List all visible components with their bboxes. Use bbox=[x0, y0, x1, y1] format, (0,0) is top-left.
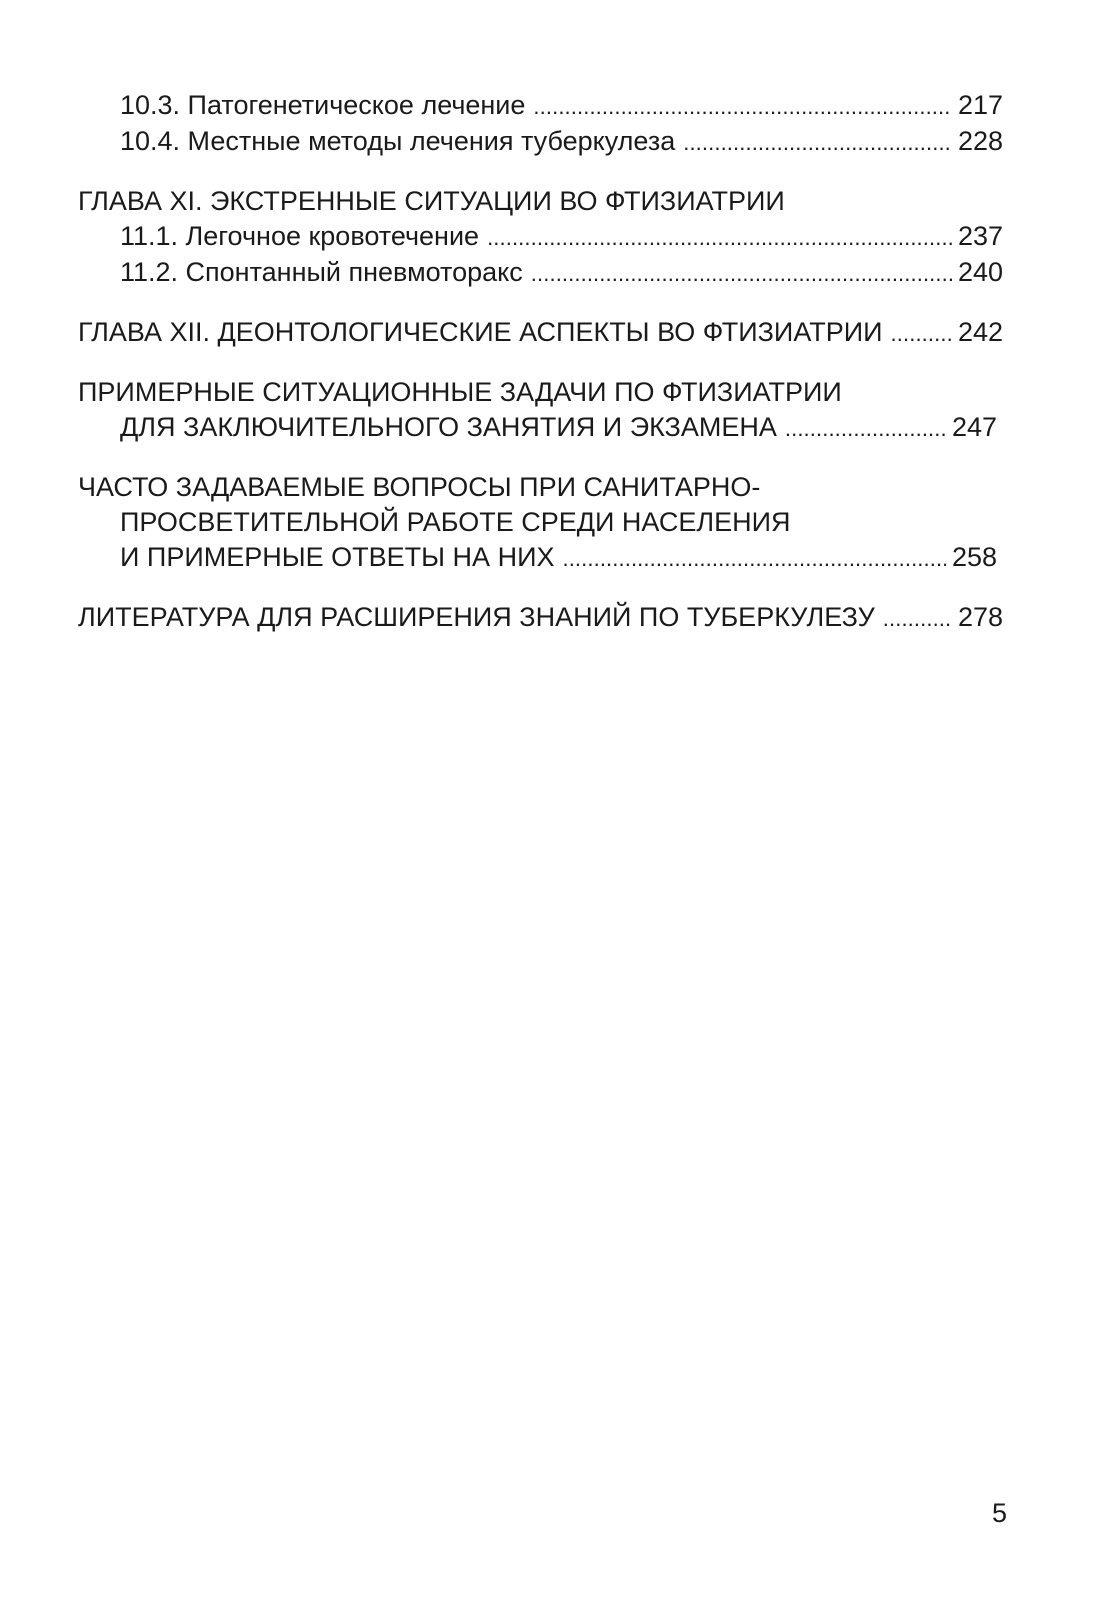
toc-chapter-12[interactable] bbox=[78, 315, 1003, 351]
toc-entry-11-2[interactable] bbox=[78, 255, 1003, 291]
toc-entry-title: 10.3. Патогенетическое лечение bbox=[120, 90, 526, 120]
toc-entry-page: 242 bbox=[957, 317, 1003, 347]
toc-tasks-line1[interactable]: ПРИМЕРНЫЕ СИТУАЦИОННЫЕ ЗАДАЧИ ПО ФТИЗИАТРИИ bbox=[78, 377, 842, 407]
toc-entry-page: 247 bbox=[951, 412, 997, 442]
toc-entry-page: 278 bbox=[957, 602, 1003, 632]
toc-entry-title: ГЛАВА XII. ДЕОНТОЛОГИЧЕСКИЕ АСПЕКТЫ ВО ФТИЗИАТРИИ bbox=[78, 317, 883, 347]
toc-entry-title: И ПРИМЕРНЫЕ ОТВЕТЫ НА НИХ bbox=[120, 542, 555, 572]
toc-entry-10-4[interactable] bbox=[78, 124, 1003, 160]
toc-chapter-11[interactable]: ГЛАВА XI. ЭКСТРЕННЫЕ СИТУАЦИИ ВО ФТИЗИАТРИИ bbox=[78, 186, 785, 216]
dot-leader bbox=[883, 601, 952, 636]
toc-faq-line2[interactable]: ПРОСВЕТИТЕЛЬНОЙ РАБОТЕ СРЕДИ НАСЕЛЕНИЯ bbox=[120, 507, 791, 537]
dot-leader bbox=[531, 256, 952, 291]
toc-entry-title: ДЛЯ ЗАКЛЮЧИТЕЛЬНОГО ЗАНЯТИЯ И ЭКЗАМЕНА bbox=[120, 412, 777, 442]
dot-leader bbox=[785, 411, 946, 446]
toc-entry-page: 217 bbox=[957, 90, 1003, 120]
toc-entry-11-1[interactable] bbox=[78, 219, 1003, 255]
toc-tasks-line2[interactable] bbox=[78, 410, 997, 446]
dot-leader bbox=[562, 541, 945, 576]
toc-entry-page: 237 bbox=[957, 221, 1003, 251]
toc-literature[interactable] bbox=[78, 600, 1003, 636]
toc-entry-title: 11.2. Спонтанный пневмоторакс bbox=[120, 257, 523, 287]
dot-leader bbox=[891, 316, 952, 351]
toc-entry-10-3[interactable] bbox=[78, 88, 1003, 124]
dot-leader bbox=[487, 220, 952, 255]
toc-faq-line1[interactable]: ЧАСТО ЗАДАВАЕМЫЕ ВОПРОСЫ ПРИ САНИТАРНО- bbox=[78, 472, 761, 502]
page-number: 5 bbox=[991, 1498, 1007, 1528]
toc-entry-title: 10.4. Местные методы лечения туберкулеза bbox=[120, 126, 676, 156]
toc-entry-page: 258 bbox=[951, 542, 997, 572]
toc-entry-page: 228 bbox=[957, 126, 1003, 156]
dot-leader bbox=[533, 89, 952, 124]
toc-entry-title: 11.1. Легочное кровотечение bbox=[120, 221, 480, 251]
toc-faq-line3[interactable] bbox=[78, 540, 997, 576]
toc-entry-page: 240 bbox=[957, 257, 1003, 287]
dot-leader bbox=[683, 125, 952, 160]
table-of-contents bbox=[78, 88, 1003, 636]
toc-entry-title: ЛИТЕРАТУРА ДЛЯ РАСШИРЕНИЯ ЗНАНИЙ ПО ТУБЕРКУЛЕЗУ bbox=[78, 602, 875, 632]
